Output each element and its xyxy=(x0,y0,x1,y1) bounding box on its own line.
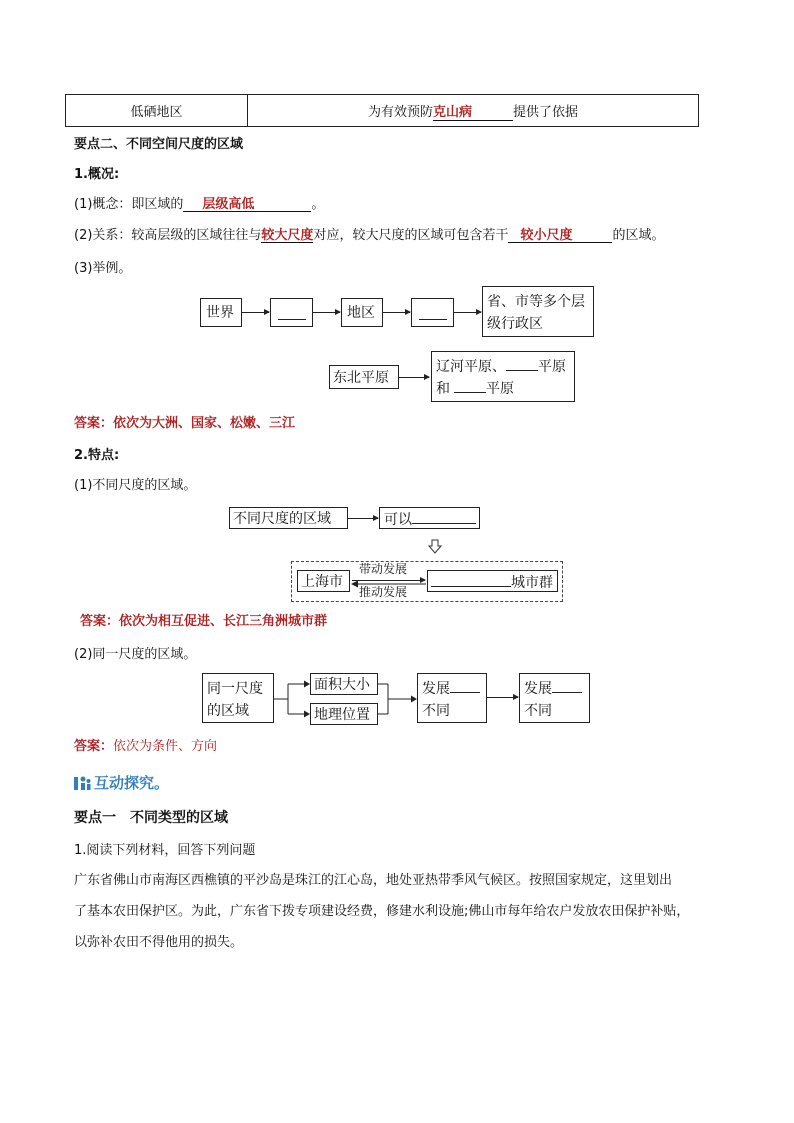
same-scale-title: (2)同一尺度的区域。 xyxy=(74,647,197,662)
arrow-icon xyxy=(242,312,269,313)
box-northeast-plain: 东北平原 xyxy=(329,365,399,389)
box-plains: 辽河平原、 平原 和 平原 xyxy=(431,351,575,402)
arrow-icon xyxy=(454,312,481,313)
answer-keshan: 克山病 xyxy=(433,104,473,120)
box-shanghai: 上海市 xyxy=(297,570,350,592)
section2-heading: 要点二、不同空间尺度的区域 xyxy=(74,137,244,152)
table-cell-left: 低硒地区 xyxy=(66,95,248,127)
different-scale-title: (1)不同尺度的区域。 xyxy=(74,478,197,493)
overview-title: 1.概况: xyxy=(74,167,120,182)
selenium-table xyxy=(65,94,699,127)
box-blank-country xyxy=(411,298,454,327)
arrow-icon xyxy=(399,377,429,378)
box-city-group: 城市群 xyxy=(427,570,558,592)
box-different-scale: 不同尺度的区域 xyxy=(229,507,348,529)
label-push: 推动发展 xyxy=(359,585,408,599)
branch-arrows-icon xyxy=(274,680,310,720)
answer-large-scale: 较大尺度 xyxy=(261,228,314,243)
box-same-scale: 同一尺度 的区域 xyxy=(202,673,274,723)
answer-small-scale: 较小尺度 xyxy=(520,228,573,243)
box-province: 省、市等多个层 级行政区 xyxy=(482,286,594,337)
paragraph-line-2: 了基本农田保护区。为此，广东省下拨专项建设经费，修建水利设施;佛山市每年给农户发放农田保护补贴， xyxy=(74,904,690,919)
box-dev-condition: 发展 不同 xyxy=(417,673,487,723)
box-can: 可以 xyxy=(379,507,480,529)
answer-2: 答案：依次为相互促进、长江三角洲城市群 xyxy=(80,614,328,629)
arrow-icon xyxy=(348,518,378,519)
answer-level: 层级高低 xyxy=(202,197,255,212)
box-region: 地区 xyxy=(341,298,383,327)
box-world: 世界 xyxy=(200,298,242,327)
merge-arrow-icon xyxy=(378,676,418,720)
arrow-icon xyxy=(383,312,410,313)
table-row xyxy=(66,95,699,127)
paragraph-line-3: 以弥补农田不得他用的损失。 xyxy=(74,935,244,950)
box-area: 面积大小 xyxy=(310,673,378,695)
section1-heading: 要点一 不同类型的区域 xyxy=(74,810,228,826)
box-blank-continent xyxy=(270,298,313,327)
features-title: 2.特点: xyxy=(74,448,120,463)
answer-1: 答案：依次为大洲、国家、松嫩、三江 xyxy=(74,416,296,431)
table-cell-right: 为有效预防克山病 提供了依据 xyxy=(248,95,699,127)
answer-3: 答案：依次为条件、方向 xyxy=(74,739,218,754)
arrow-icon xyxy=(487,697,518,698)
example-title: (3)举例。 xyxy=(74,261,132,276)
box-dev-direction: 发展 不同 xyxy=(519,673,590,723)
label-drive: 带动发展 xyxy=(359,562,408,576)
box-location: 地理位置 xyxy=(310,703,378,725)
concept-line: (1)概念：即区域的 层级高低 。 xyxy=(74,197,325,212)
interactive-title: 互动探究 。 xyxy=(74,775,169,791)
people-icon xyxy=(74,775,91,791)
arrow-icon xyxy=(313,312,340,313)
question-line: 1.阅读下列材料，回答下列问题 xyxy=(74,843,256,858)
down-arrow-icon xyxy=(428,539,442,554)
paragraph-line-1: 广东省佛山市南海区西樵镇的平沙岛是珠江的江心岛，地处亚热带季风气候区。按照国家规定，这里划出 xyxy=(74,873,673,888)
relation-line: (2)关系：较高层级的区域往往与较大尺度对应，较大尺度的区域可包含若干 较小尺度 的区域。 xyxy=(74,228,665,243)
